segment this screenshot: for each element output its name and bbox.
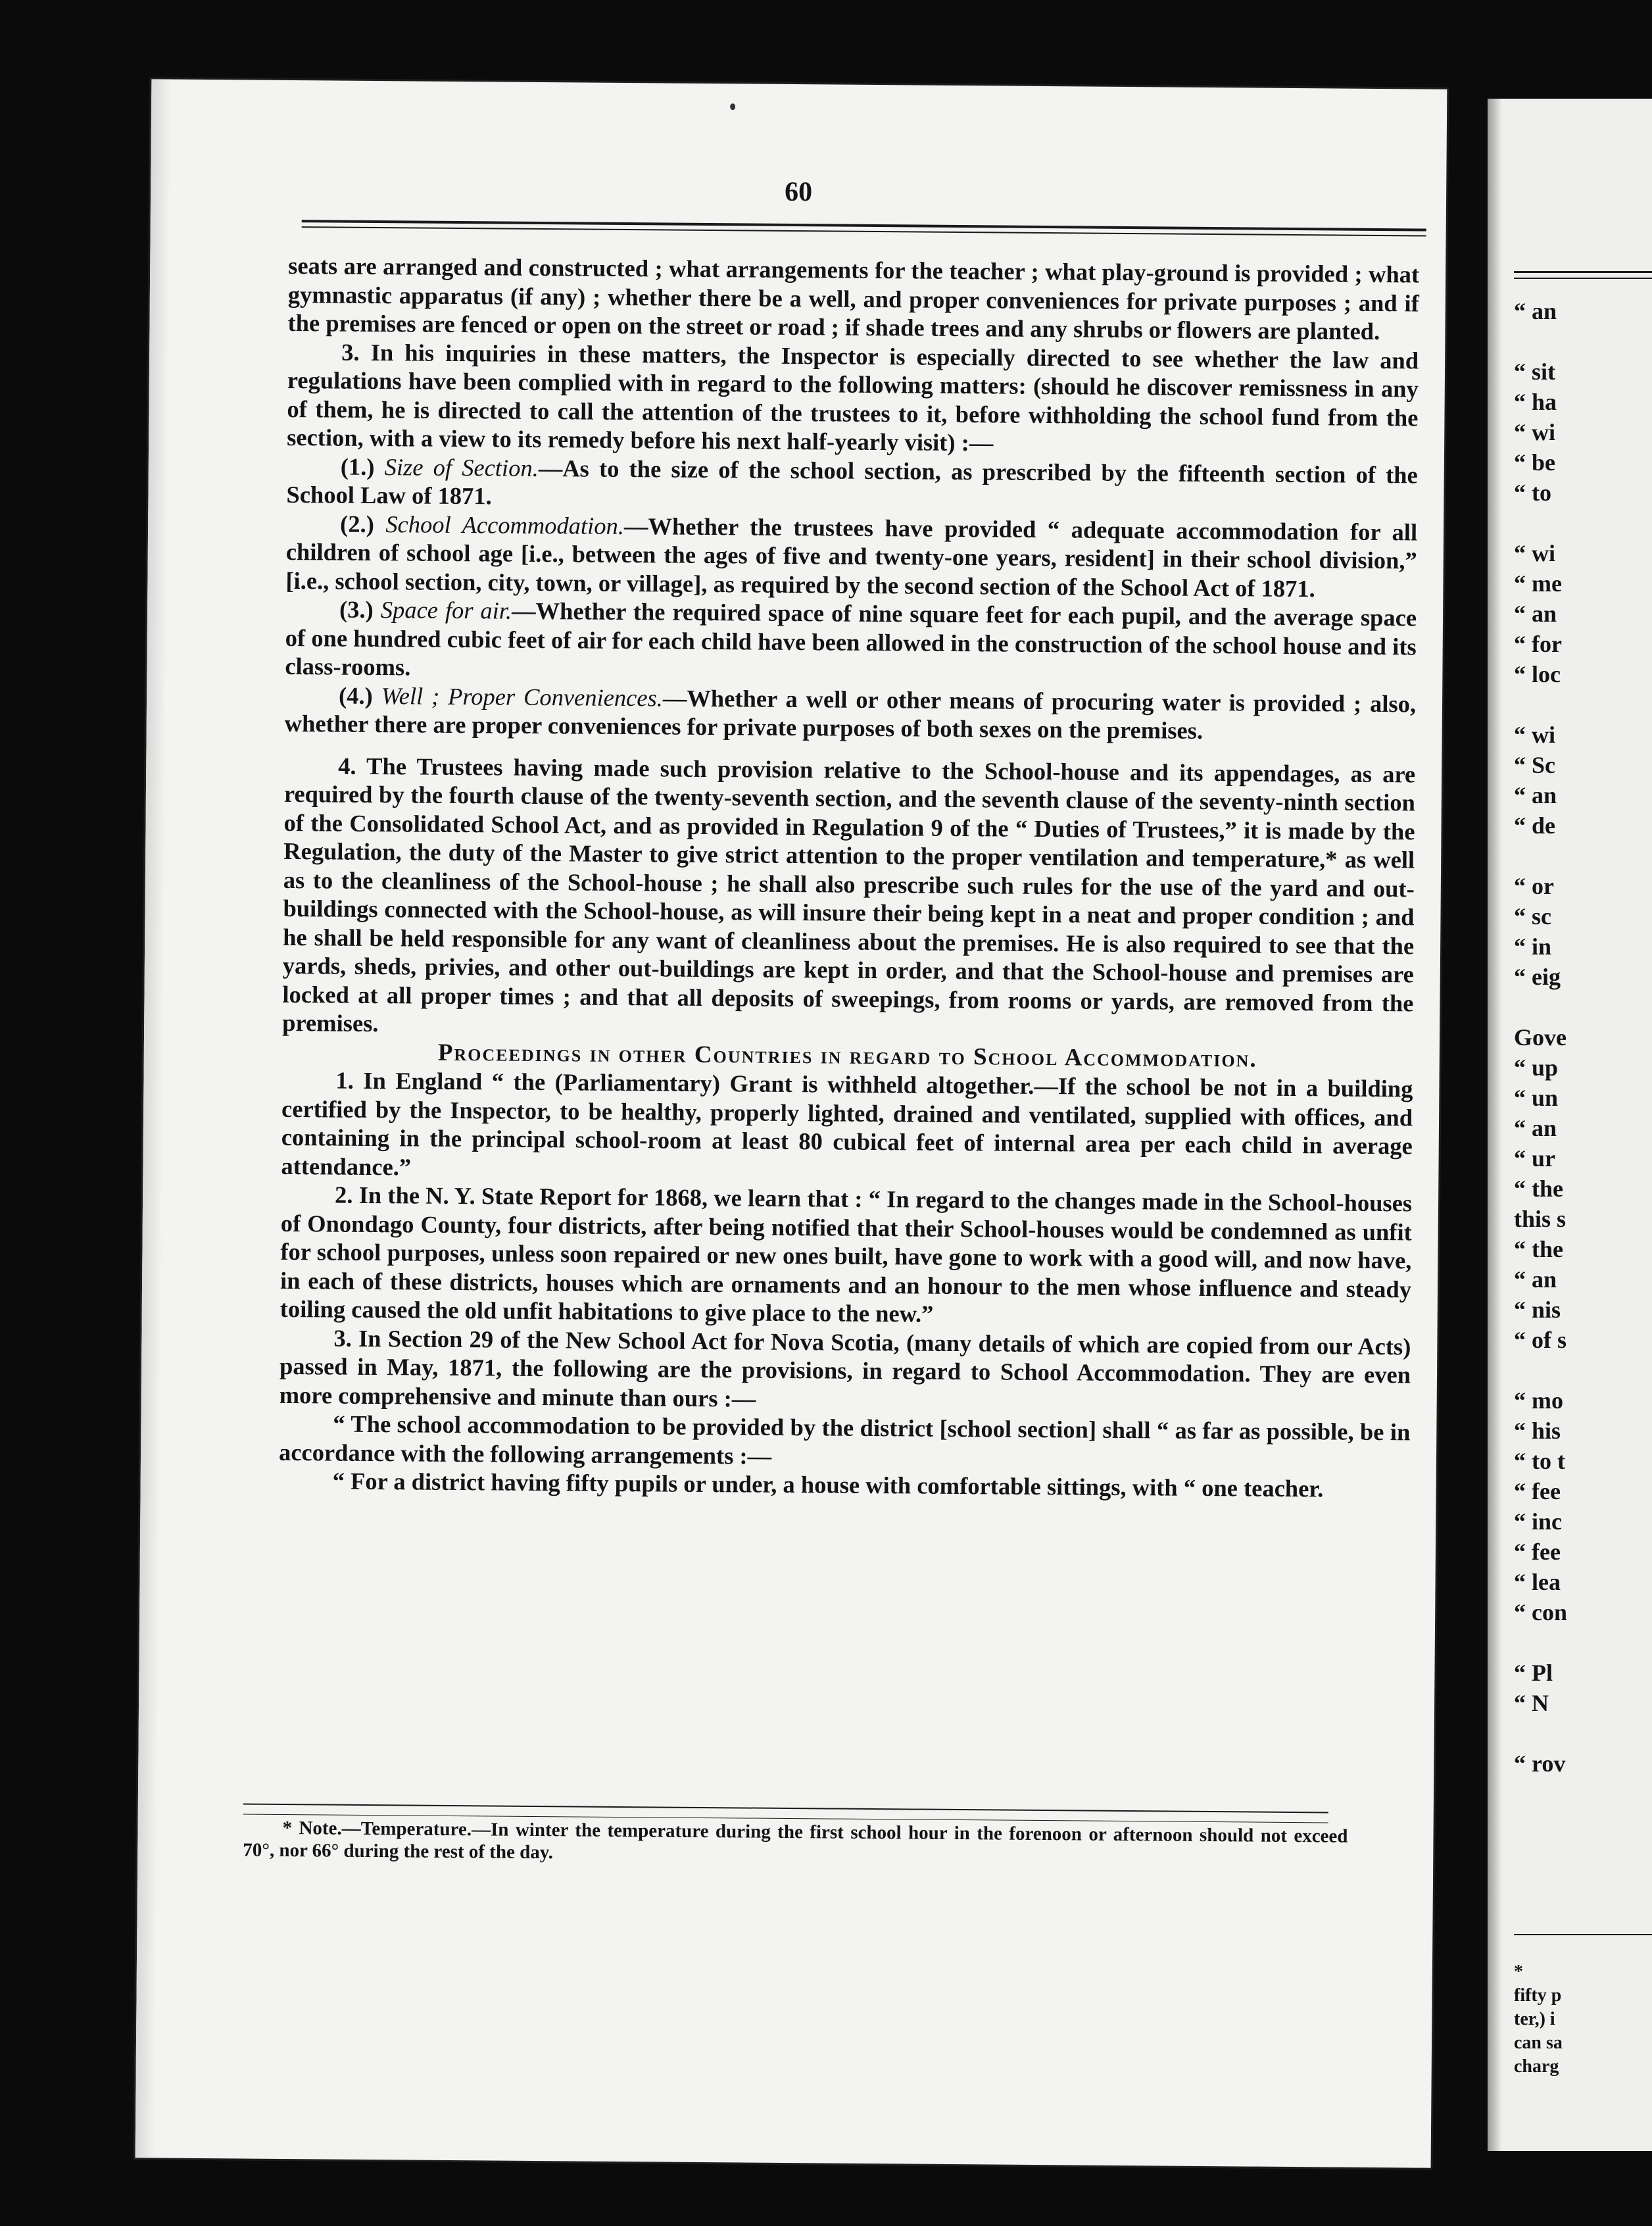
- facing-page-header-rule: [1514, 271, 1652, 273]
- facing-page-line: “ or: [1514, 873, 1554, 899]
- facing-page-footnote-line: can sa: [1514, 2033, 1563, 2053]
- item-title: Size of Section.: [384, 453, 539, 482]
- facing-page-line: “ un: [1514, 1085, 1559, 1111]
- facing-page-line: “ sit: [1514, 359, 1555, 385]
- facing-page-header-rule-thin: [1514, 278, 1652, 279]
- ink-speck: [730, 103, 735, 110]
- facing-page-line: “ to: [1514, 480, 1551, 506]
- list-item-school-accommodation: (2.) School Accommodation.—Whether the trustees have provided “ adequate accommodation for all children of school age [i.e., between the ages of five and twenty-one years, resident] in their school division,” [i.e., school section, city, town, or village], as required by the second section of the School Act of 1871.: [285, 510, 1418, 602]
- facing-page-footnote: [1514, 1960, 1652, 2079]
- facing-page-line: [1514, 992, 1652, 1022]
- facing-page-line: “ the: [1514, 1175, 1563, 1202]
- list-item-space-for-air: (3.) Space for air.—Whether the required space of nine square feet for each pupil, and the average space of one hundred cubic feet of air for each child have been allowed in the construction of the school house and its class-rooms.: [285, 595, 1417, 681]
- facing-page-line: “ fee: [1514, 1478, 1561, 1504]
- item-title: Space for air.: [380, 596, 512, 624]
- facing-page-footnote-rule: [1514, 1934, 1652, 1935]
- facing-page-footnote-line: fifty p: [1514, 1985, 1562, 2006]
- facing-page-line: “ inc: [1514, 1508, 1563, 1535]
- facing-page-footnote-line: charg: [1514, 2056, 1559, 2077]
- facing-page-line: “ nis: [1514, 1297, 1561, 1323]
- facing-page-line: Gove: [1514, 1024, 1567, 1051]
- facing-page-line: [1514, 1718, 1652, 1748]
- facing-page-line: “ for: [1514, 631, 1562, 657]
- footnote-temperature: * Note.—Temperature.—In winter the temperature during the first school hour in the forenoon or afternoon should not exceed 70°, nor 66° during the rest of the day.: [243, 1817, 1348, 1864]
- facing-page-footnote-line: ter,) i: [1514, 2009, 1555, 2029]
- facing-page-line: “ con: [1514, 1599, 1567, 1625]
- header-rule: [302, 220, 1426, 231]
- facing-page-line: “ an: [1514, 601, 1557, 627]
- facing-page-text: [1514, 296, 1652, 1779]
- paragraph-4: 4. The Trustees having made such provision relative to the School-house and its appendages, as are required by the fourth clause of the twenty-seventh section, and the seventh clause of the seventy-ninth section of the Consolidated School Act, and as provided in Regulation 9 of the “ Duties of Trustees,” it is made by the Regulation, the duty of the Master to give strict attention to the proper ventilation and temperature,* as well as to the cleanliness of the School-house ; he shall also prescribe such rules for the use of the yard and out-buildings connected with the School-house, as will insure their being kept in a neat and proper condition ; and he shall be held responsible for any want of cleanliness about the premises. He is also required to see that the yards, sheds, privies, and other out-buildings are kept in order, and that the School-house and premises are locked at all proper times ; and that all deposits of sweepings, from rooms or yards, are removed from the premises.: [282, 752, 1416, 1037]
- quote-fifty-pupils: “ For a district having fifty pupils or under, a house with comfortable sittings, with “ one teacher.: [332, 1467, 1324, 1502]
- paragraph-new-york: 2. In the N. Y. State Report for 1868, we learn that : “ In regard to the changes made in the School-houses of Onondago County, four districts, after being notified that their School-houses would be condemned as unfit for school purposes, unless soon repaired or new ones built, have gone to work with a good will, and now have, in each of these districts, houses which are ornaments and an honour to the men whose influence and steady toiling caused the old unfit habitations to give place to the new.”: [279, 1181, 1413, 1327]
- facing-page: [1488, 99, 1652, 2151]
- facing-page-line: [1514, 1627, 1652, 1658]
- facing-page-line: “ Sc: [1514, 752, 1555, 778]
- paragraph-nova-scotia: 3. In Section 29 of the New School Act for Nova Scotia, (many details of which are copied from our Acts) passed in May, 1871, the following are the provisions, in regard to School Accommodation. They are even more comprehensive and minute than ours :—: [279, 1324, 1411, 1412]
- facing-page-line: “ ur: [1514, 1145, 1555, 1172]
- page-body: [279, 251, 1420, 1504]
- facing-page-line: “ in: [1514, 933, 1552, 960]
- facing-page-line: “ an: [1514, 1115, 1557, 1141]
- facing-page-line: [1514, 689, 1652, 720]
- facing-page-line: [1514, 1355, 1652, 1385]
- facing-page-line: “ wi: [1514, 419, 1555, 445]
- quote-accommodation: “ The school accommodation to be provided by the district [school section] shall “ as far as possible, be in accordance with the following arrangements :—: [278, 1410, 1411, 1470]
- page-number: 60: [784, 176, 813, 208]
- facing-page-line: “ an: [1514, 782, 1557, 808]
- facing-page-footnote-line: *: [1514, 1962, 1523, 1982]
- facing-page-line: “ ha: [1514, 389, 1557, 415]
- facing-page-line: [1514, 326, 1652, 357]
- paragraph-3: 3. In his inquiries in these matters, the Inspector is especially directed to see whether the law and regulations have been complied with in regard to the following matters: (should he discover remissness in any of them, he is directed to call the attention of the trustees to it, before withholding the school fund from the section, with a view to its remedy before his next half-yearly visit) :—: [287, 338, 1419, 457]
- document-page: [135, 79, 1447, 2167]
- facing-page-line: “ N: [1514, 1690, 1549, 1716]
- facing-page-line: “ of s: [1514, 1327, 1567, 1353]
- facing-page-line: “ Pl: [1514, 1660, 1553, 1686]
- facing-page-line: “ wi: [1514, 722, 1555, 748]
- facing-page-line: “ loc: [1514, 661, 1561, 687]
- facing-page-line: “ eig: [1514, 964, 1561, 990]
- list-item-size-of-section: (1.) Size of Section.—As to the size of the school section, as prescribed by the fifteenth section of the School Law of 1871.: [286, 453, 1418, 510]
- facing-page-line: “ to t: [1514, 1448, 1565, 1474]
- facing-page-line: “ fee: [1514, 1539, 1561, 1565]
- facing-page-line: “ lea: [1514, 1569, 1561, 1595]
- facing-page-line: “ de: [1514, 812, 1555, 839]
- item-title: School Accommodation.: [385, 510, 625, 539]
- facing-page-line: [1514, 841, 1652, 871]
- facing-page-line: “ an: [1514, 1266, 1557, 1293]
- facing-page-line: “ me: [1514, 570, 1562, 597]
- item-title: Well ; Proper Conveniences.: [381, 681, 664, 711]
- facing-page-line: “ rov: [1514, 1750, 1566, 1777]
- facing-page-line: “ sc: [1514, 903, 1551, 929]
- paragraph-continuation: seats are arranged and constructed ; what arrangements for the teacher ; what play-ground is provided ; what gymnastic apparatus (if any) ; whether there be a well, and proper conveniences for private purposes ; and if the premises are fenced or open on the street or road ; if shade trees and any shrubs or flowers are planted.: [287, 251, 1420, 345]
- facing-page-line: “ the: [1514, 1236, 1563, 1262]
- facing-page-line: “ an: [1514, 298, 1557, 324]
- facing-page-line: [1514, 508, 1652, 538]
- paragraph-england: 1. In England “ the (Parliamentary) Grant is withheld altogether.—If the school be not in a building certified by the Inspector, to be healthy, properly lighted, drained and ventilated, supplied with offices, and containing in the principal school-room at least 80 cubical feet of internal area per each child in average attendance.”: [281, 1066, 1413, 1180]
- footnote-rule: [243, 1803, 1328, 1813]
- facing-page-line: “ his: [1514, 1418, 1561, 1444]
- facing-page-line: “ be: [1514, 449, 1555, 476]
- facing-page-line: “ mo: [1514, 1387, 1563, 1414]
- list-item-well: (4.) Well ; Proper Conveniences.—Whether a well or other means of procuring water is provided ; also, whether there are proper conveniences for private purposes of both sexes on the premises.: [284, 681, 1417, 744]
- facing-page-line: “ up: [1514, 1054, 1559, 1081]
- section-heading: Proceedings in other Countries in regard to School Accommodation.: [437, 1039, 1257, 1073]
- facing-page-line: this s: [1514, 1206, 1567, 1232]
- facing-page-line: “ wi: [1514, 540, 1555, 566]
